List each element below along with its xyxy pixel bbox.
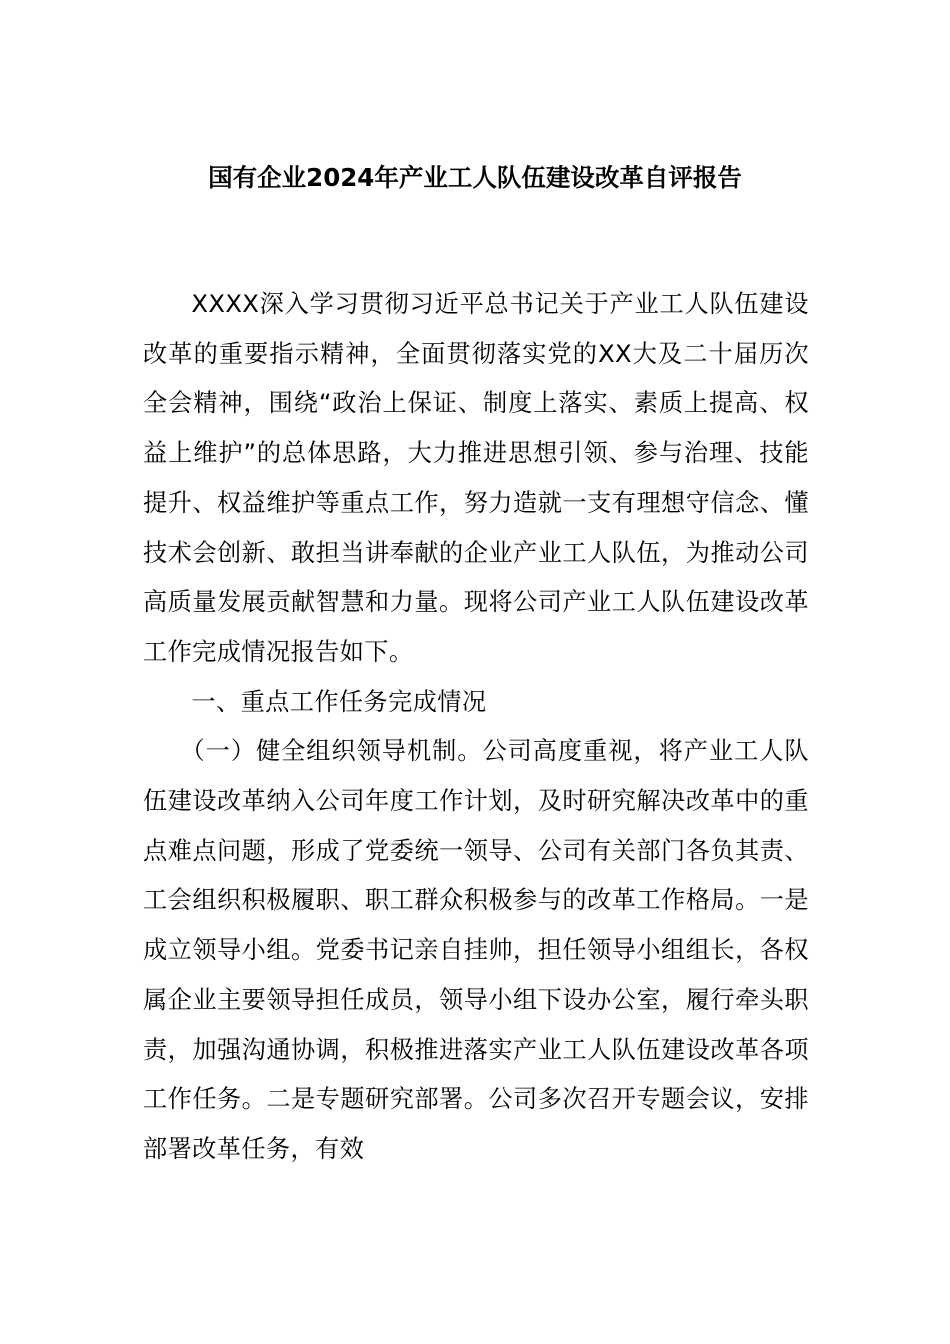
- subsection-paragraph: （一）健全组织领导机制。公司高度重视，将产业工人队伍建设改革纳入公司年度工作计划，及时研究解决改革中的重点难点问题，形成了党委统一领导、公司有关部门各负其责、工会组织积极履职、职工群众积极参与的改革工作格局。一是成立领导小组。党委书记亲自挂帅，担任领导小组组长，各权属企业主要领导担任成员，领导小组下设办公室，履行牵头职责，加强沟通协调，积极推进落实产业工人队伍建设改革各项工作任务。二是专题研究部署。公司多次召开专题会议，安排部署改革任务，有效: [143, 737, 809, 1163]
- intro-paragraph: XXXX深入学习贯彻习近平总书记关于产业工人队伍建设改革的重要指示精神，全面贯彻落实党的XX大及二十届历次全会精神，围绕“政治上保证、制度上落实、素质上提高、权益上维护”的总体思路，大力推进思想引领、参与治理、技能提升、权益维护等重点工作，努力造就一支有理想守信念、懂技术会创新、敢担当讲奉献的企业产业工人队伍，为推动公司高质量发展贡献智慧和力量。现将公司产业工人队伍建设改革工作完成情况报告如下。: [143, 290, 809, 666]
- section-heading: 一、重点工作任务完成情况: [191, 687, 487, 716]
- document-body: [143, 280, 809, 1175]
- document-title: 国有企业2024年产业工人队伍建设改革自评报告: [208, 163, 742, 192]
